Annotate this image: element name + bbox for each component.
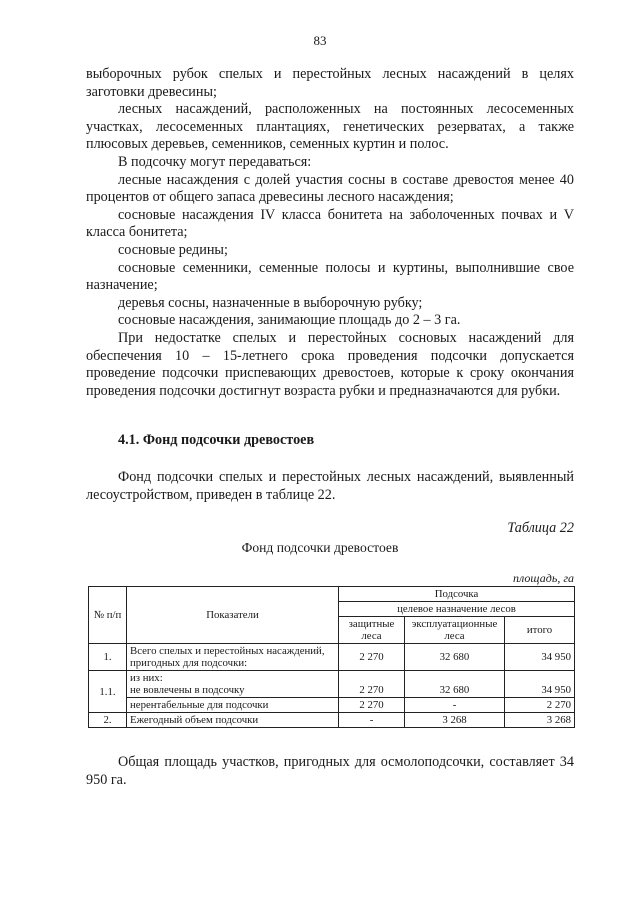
row-label: Ежегодный объем подсочки bbox=[127, 713, 339, 728]
paragraph: деревья сосны, назначенные в выборочную рубку; bbox=[118, 294, 423, 311]
header-total: итого bbox=[505, 617, 575, 644]
row-total: 34 950 bbox=[505, 671, 575, 698]
table-title: Фонд подсочки древостоев bbox=[241, 540, 399, 555]
table-header-row bbox=[89, 587, 575, 602]
header-num: № п/п bbox=[89, 587, 127, 644]
data-table bbox=[88, 586, 575, 728]
header-operational: эксплуатационные леса bbox=[405, 617, 505, 644]
conclusion-text: Общая площадь участков, пригодных для осмолоподсочки, составляет 34 950 га. bbox=[86, 754, 574, 788]
row-label-prefix: из них: bbox=[130, 672, 163, 684]
paragraph: лесных насаждений, расположенных на постоянных лесосеменных участках, лесосеменных плантациях, генетических резерватах, а также плюсовых деревьев, семенников, семенных куртин и полос. bbox=[86, 101, 574, 153]
row-protective: 2 270 bbox=[339, 698, 405, 713]
table-row bbox=[89, 671, 575, 698]
paragraph: сосновые редины; bbox=[118, 241, 228, 258]
table-units: площадь, га bbox=[513, 571, 574, 585]
row-label: нерентабельные для подсочки bbox=[127, 698, 339, 713]
row-protective: 2 270 bbox=[339, 671, 405, 698]
paragraph: В подсочку могут передаваться: bbox=[118, 153, 312, 170]
row-operational: 32 680 bbox=[405, 644, 505, 671]
table-row bbox=[89, 644, 575, 671]
row-protective: - bbox=[339, 713, 405, 728]
row-operational: 32 680 bbox=[405, 671, 505, 698]
row-num: 2. bbox=[89, 713, 127, 728]
row-operational: 3 268 bbox=[405, 713, 505, 728]
row-protective: 2 270 bbox=[339, 644, 405, 671]
row-total: 2 270 bbox=[505, 698, 575, 713]
paragraph: При недостатке спелых и перестойных сосновых насаждений для обеспечения 10 – 15-летнего срока проведения подсочки допускается проведение подсочки приспевающих древостоев, которые к сроку окончания проведения подсочки достигнут возраста рубки и предназначаются для рубки. bbox=[86, 329, 574, 399]
header-subgroup: целевое назначение лесов bbox=[339, 602, 575, 617]
row-total: 34 950 bbox=[505, 644, 575, 671]
table-row bbox=[89, 713, 575, 728]
row-label-text: не вовлечены в подсочку bbox=[130, 684, 245, 696]
paragraph: сосновые насаждения, занимающие площадь до 2 – 3 га. bbox=[118, 312, 461, 329]
paragraph: сосновые семенники, семенные полосы и куртины, выполнившие свое назначение; bbox=[86, 259, 574, 294]
section-title: 4.1. Фонд подсочки древостоев bbox=[118, 432, 315, 448]
section-text: Фонд подсочки спелых и перестойных лесных насаждений, выявленный лесоустройством, приведен в таблице 22. bbox=[86, 469, 574, 503]
header-indicators: Показатели bbox=[127, 587, 339, 644]
page-number: 83 bbox=[313, 33, 327, 48]
header-protective: защитные леса bbox=[339, 617, 405, 644]
row-num: 1.1. bbox=[89, 671, 127, 713]
row-label: Всего спелых и перестойных насаждений, пригодных для подсочки: bbox=[127, 644, 339, 671]
row-num: 1. bbox=[89, 644, 127, 671]
table-label: Таблица 22 bbox=[507, 520, 574, 536]
paragraph: выборочных рубок спелых и перестойных лесных насаждений в целях заготовки древесины; bbox=[86, 66, 574, 100]
paragraph: сосновые насаждения IV класса бонитета на заболоченных почвах и V класса бонитета; bbox=[86, 206, 574, 241]
row-label bbox=[127, 671, 339, 698]
row-operational: - bbox=[405, 698, 505, 713]
header-group: Подсочка bbox=[339, 587, 575, 602]
paragraph: лесные насаждения с долей участия сосны в составе древостоя менее 40 процентов от общего запаса древесины лесного насаждения; bbox=[86, 171, 574, 206]
table-row bbox=[89, 698, 575, 713]
body-text bbox=[86, 66, 574, 400]
row-total: 3 268 bbox=[505, 713, 575, 728]
